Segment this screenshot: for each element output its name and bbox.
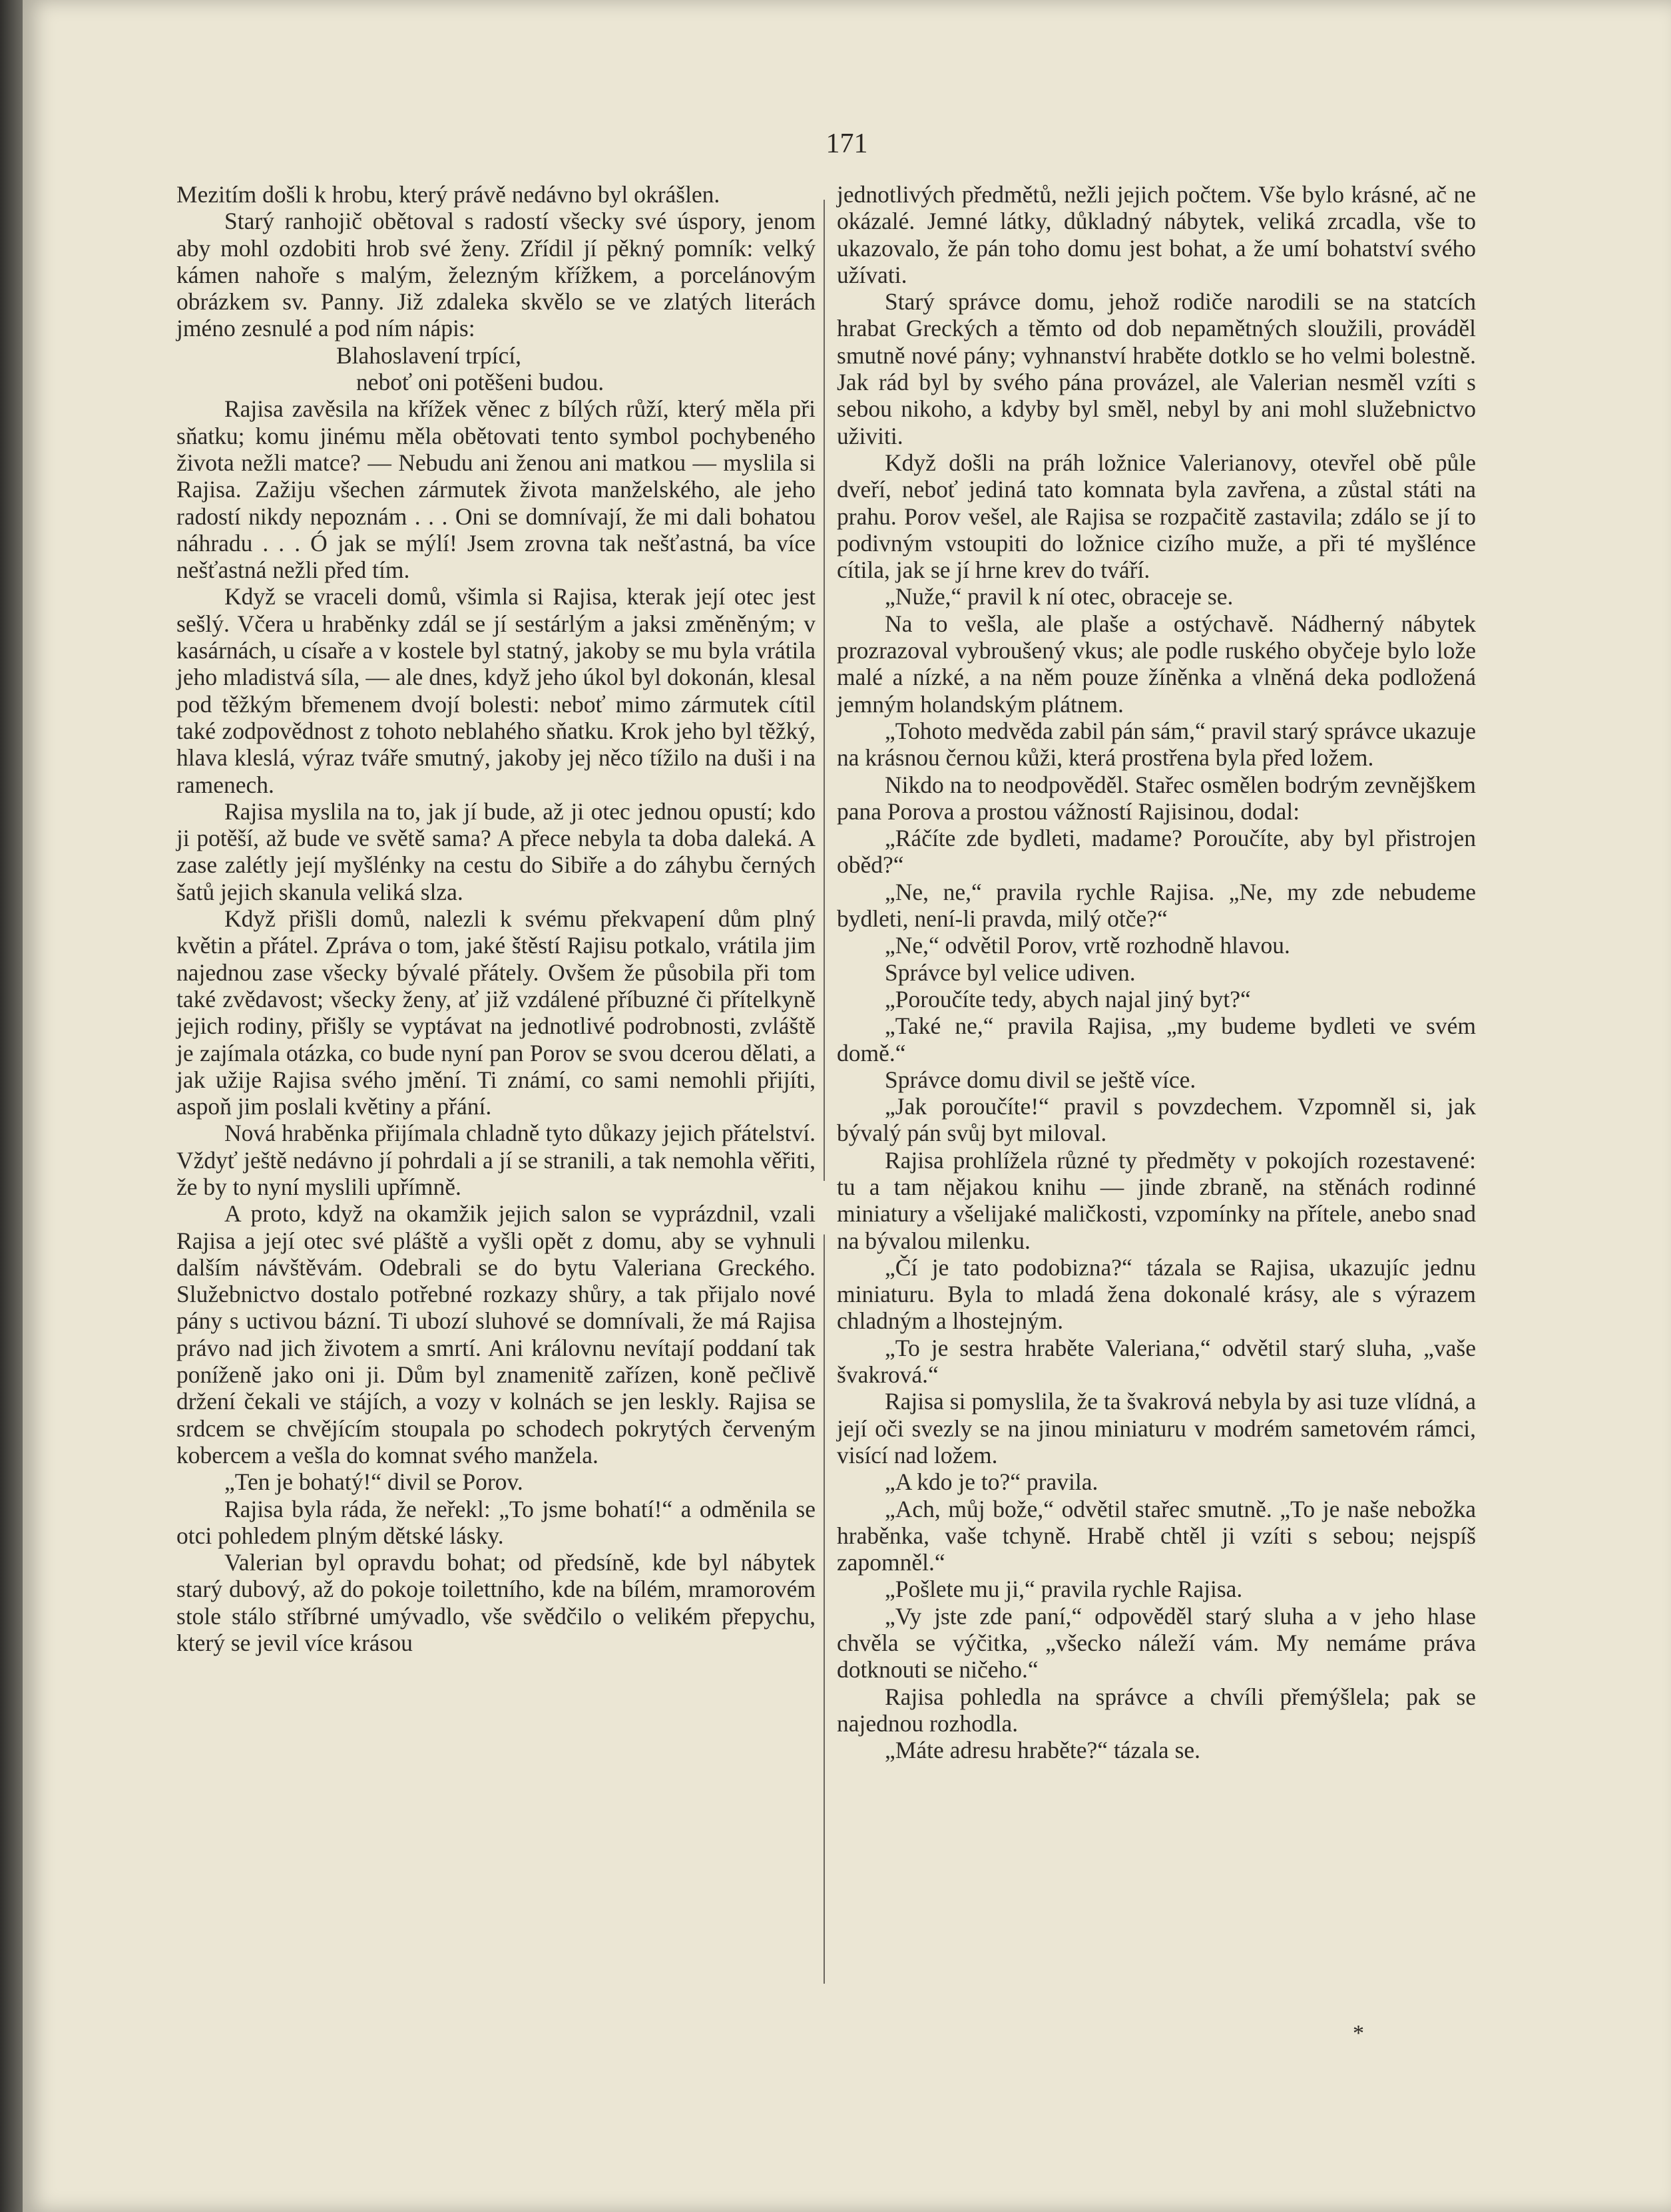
paragraph: „Ráčíte zde bydleti, madame? Poroučíte, aby byl přistrojen oběd?“ [837, 825, 1476, 879]
paragraph: Nová hraběnka přijímala chladně tyto důkazy jejich přátelství. Vždyť ještě nedávno jí pohrdali a jí se stranili, a tak nemohla věřiti, že by to nyní myslili upřímně. [176, 1120, 816, 1200]
paragraph: „Máte adresu hraběte?“ tázala se. [885, 1737, 1201, 1764]
paragraph: Na to vešla, ale plaše a ostýchavě. Nádherný nábytek prozrazoval vybroušený vkus; ale podle ruského obyčeje bylo lože malé a nízké, a na něm pouze žíněnka a vlněná deka podložená jemným holandským plátnem. [837, 610, 1476, 718]
paragraph: „Jak poroučíte!“ pravil s povzdechem. Vzpomněl si, jak bývalý pán svůj byt miloval. [837, 1093, 1476, 1147]
paragraph: Rajisa si pomyslila, že ta švakrová nebyla by asi tuze vlídná, a její oči svezly se na jinou miniaturu v modrém sametovém rámci, visící nad ložem. [837, 1388, 1476, 1468]
paragraph: Nikdo na to neodpověděl. Stařec osmělen bodrým zevnějškem pana Porova a prostou vážností Rajisinou, dodal: [837, 771, 1476, 825]
book-binding-edge [0, 0, 23, 2212]
paragraph: „Ach, můj bože,“ odvětil stařec smutně. „To je naše nebožka hraběnka, vaše tchyně. Hrabě chtěl ji vzíti s sebou; nejspíš zapomněl.“ [837, 1495, 1476, 1576]
left-column [176, 181, 816, 1656]
paragraph: Rajisa pohledla na správce a chvíli přemýšlela; pak se najednou rozhodla. [837, 1683, 1476, 1737]
paragraph: Mezitím došli k hrobu, který právě nedávno byl okrášlen. [176, 181, 720, 208]
paragraph: Když se vraceli domů, všimla si Rajisa, kterak její otec jest sešlý. Včera u hraběnky zdál se jí sestárlým a jaksi změněným; v kasárnách, u císaře a v kostele byl statný, jakoby se mu byla vrátila jeho mladistvá síla, — ale dnes, když jeho úkol byl dokonán, klesal pod těžkým břemenem dvojí bolesti: neboť mimo zármutek cítil také zodpovědnost z tohoto neblahého sňatku. Krok jeho byl těžký, hlava kleslá, výraz tváře smutný, jakoby jej něco tížilo na duši i na ramenech. [176, 583, 816, 798]
paragraph: Správce byl velice udiven. [885, 959, 1136, 986]
page-number: 171 [826, 128, 868, 159]
paragraph: Valerian byl opravdu bohat; od předsíně, kde byl nábytek starý dubový, až do pokoje toilettního, kde na bílém, mramorovém stole stálo stříbrné umývadlo, vše svědčilo o velikém přepychu, který se jevil více krásou [176, 1549, 816, 1657]
paragraph: Rajisa zavěsila na křížek věnec z bílých růží, který měla při sňatku; komu jinému měla obětovati tento symbol pochybeného života nežli matce? — Nebudu ani ženou ani matkou — myslila si Rajisa. Zažiju všechen zármutek života manželského, ale jeho radostí nikdy nepoznám . . . Oni se domnívají, že mi dali bohatou náhradu . . . Ó jak se mýlí! Jsem zrovna tak nešťastná, ba více nešťastná nežli před tím. [176, 395, 816, 584]
paragraph: „Pošlete mu ji,“ pravila rychle Rajisa. [885, 1576, 1243, 1603]
paragraph: „Tohoto medvěda zabil pán sám,“ pravil starý správce ukazuje na krásnou černou kůži, která prostřena byla před ložem. [837, 717, 1476, 772]
paragraph: Blahoslavení trpící, [336, 341, 522, 369]
paragraph: Rajisa myslila na to, jak jí bude, až ji otec jednou opustí; kdo ji potěší, až bude ve světě sama? A přece nebyla ta doba daleká. A zase zalétly její myšlénky na cestu do Sibiře a do záhybu černých šatů jejich skanula veliká slza. [176, 797, 816, 905]
paragraph: „Vy jste zde paní,“ odpověděl starý sluha a v jeho hlase chvěla se výčitka, „všecko náleží vám. My nemáme práva dotknouti se ničeho.“ [837, 1602, 1476, 1683]
paragraph: „Také ne,“ pravila Rajisa, „my budeme bydleti ve svém domě.“ [837, 1012, 1476, 1066]
paragraph: neboť oni potěšeni budou. [356, 369, 604, 396]
paragraph: Když přišli domů, nalezli k svému překvapení dům plný květin a přátel. Zpráva o tom, jaké štěstí Rajisu potkalo, vrátila jim najednou zase všecky bývalé přátely. Ovšem že působila při tom také zvědavost; všecky ženy, ať již vzdálené příbuzné či přítelkyně jejich rodiny, přišly se vyptávat na jednotlivé podrobnosti, zvláště je zajímala otázka, co bude nyní pan Porov se svou dcerou dělati, a jak užije Rajisa svého jmění. Ti známí, co sami nemohli přijíti, aspoň jim poslali květiny a přání. [176, 905, 816, 1120]
paragraph: Starý ranhojič obětoval s radostí všecky své úspory, jenom aby mohl ozdobiti hrob své ženy. Zřídil jí pěkný pomník: velký kámen nahoře s malým, železným křížkem, a porcelánovým obrázkem sv. Panny. Již zdaleka skvělo se ve zlatých literách jméno zesnulé a pod ním nápis: [176, 208, 816, 342]
paragraph: Když došli na práh ložnice Valerianovy, otevřel obě půle dveří, neboť jediná tato komnata byla zavřena, a zůstal státi na prahu. Porov vešel, ale Rajisa se rozpačitě zastavila; zdálo se jí to podivným vstoupiti do ložnice cizího muže, a při té myšlénce cítila, jak se jí hrne krev do tváří. [837, 449, 1476, 584]
column-divider [824, 200, 825, 1984]
paragraph: „Ten je bohatý!“ divil se Porov. [224, 1468, 523, 1496]
paragraph: „To je sestra hraběte Valeriana,“ odvětil starý sluha, „vaše švakrová.“ [837, 1334, 1476, 1389]
paragraph: „Ne, ne,“ pravila rychle Rajisa. „Ne, my zde nebudeme bydleti, není-li pravda, milý otče?“ [837, 878, 1476, 933]
footer-mark: * [1353, 2021, 1364, 2046]
right-column [837, 181, 1476, 1764]
paragraph: jednotlivých předmětů, nežli jejich počtem. Vše bylo krásné, ač ne okázalé. Jemné látky, důkladný nábytek, veliká zrcadla, vše to ukazovalo, že pán toho domu jest bohat, a že umí bohatství svého užívati. [837, 181, 1476, 288]
paragraph: Rajisa prohlížela různé ty předměty v pokojích rozestavené: tu a tam nějakou knihu — jinde zbraně, na stěnách rodinné miniatury a všelijaké maličkosti, vzpomínky na přítele, anebo snad na bývalou milenku. [837, 1146, 1476, 1254]
paragraph: Starý správce domu, jehož rodiče narodili se na statcích hrabat Greckých a těmto od dob nepamětných sloužili, prováděl smutně nové pány; vyhnanství hraběte dotklo se ho velmi bolestně. Jak rád byl by svého pána provázel, ale Valerian nesměl vzíti s sebou nikoho, a kdyby byl směl, nebyl by ani mohl služebnictvo uživiti. [837, 288, 1476, 449]
paragraph: A proto, když na okamžik jejich salon se vyprázdnil, vzali Rajisa a její otec své pláště a vyšli opět z domu, aby se vyhnuli dalším návštěvám. Odebrali se do bytu Valeriana Greckého. Služebnictvo dostalo potřebné rozkazy shůry, a tak přijalo nové pány s uctivou bázní. Ti ubozí sluhové se domnívali, že má Rajisa právo nad jich životem a smrtí. Ani královnu nevítají poddaní tak poníženě jako oni ji. Dům byl znamenitě zařízen, koně pečlivě držení čekali ve stájích, a vozy v kolnách se jen leskly. Rajisa se srdcem se chvějícím stoupala po schodech pokrytých červeným kobercem a vešla do komnat svého manžela. [176, 1200, 816, 1468]
paragraph: „Poroučíte tedy, abych najal jiný byt?“ [885, 985, 1251, 1012]
paragraph: „Ne,“ odvětil Porov, vrtě rozhodně hlavou. [885, 932, 1290, 959]
paragraph: Správce domu divil se ještě více. [885, 1066, 1196, 1093]
book-page [23, 0, 1671, 2212]
paragraph: „Nuže,“ pravil k ní otec, obraceje se. [885, 583, 1234, 610]
paragraph: Rajisa byla ráda, že neřekl: „To jsme bohatí!“ a odměnila se otci pohledem plným dětské lásky. [176, 1495, 816, 1549]
paragraph: „A kdo je to?“ pravila. [885, 1468, 1098, 1496]
paragraph: „Čí je tato podobizna?“ tázala se Rajisa, ukazujíc jednu miniaturu. Byla to mladá žena dokonalé krásy, ale s výrazem chladným a lhostejným. [837, 1253, 1476, 1335]
